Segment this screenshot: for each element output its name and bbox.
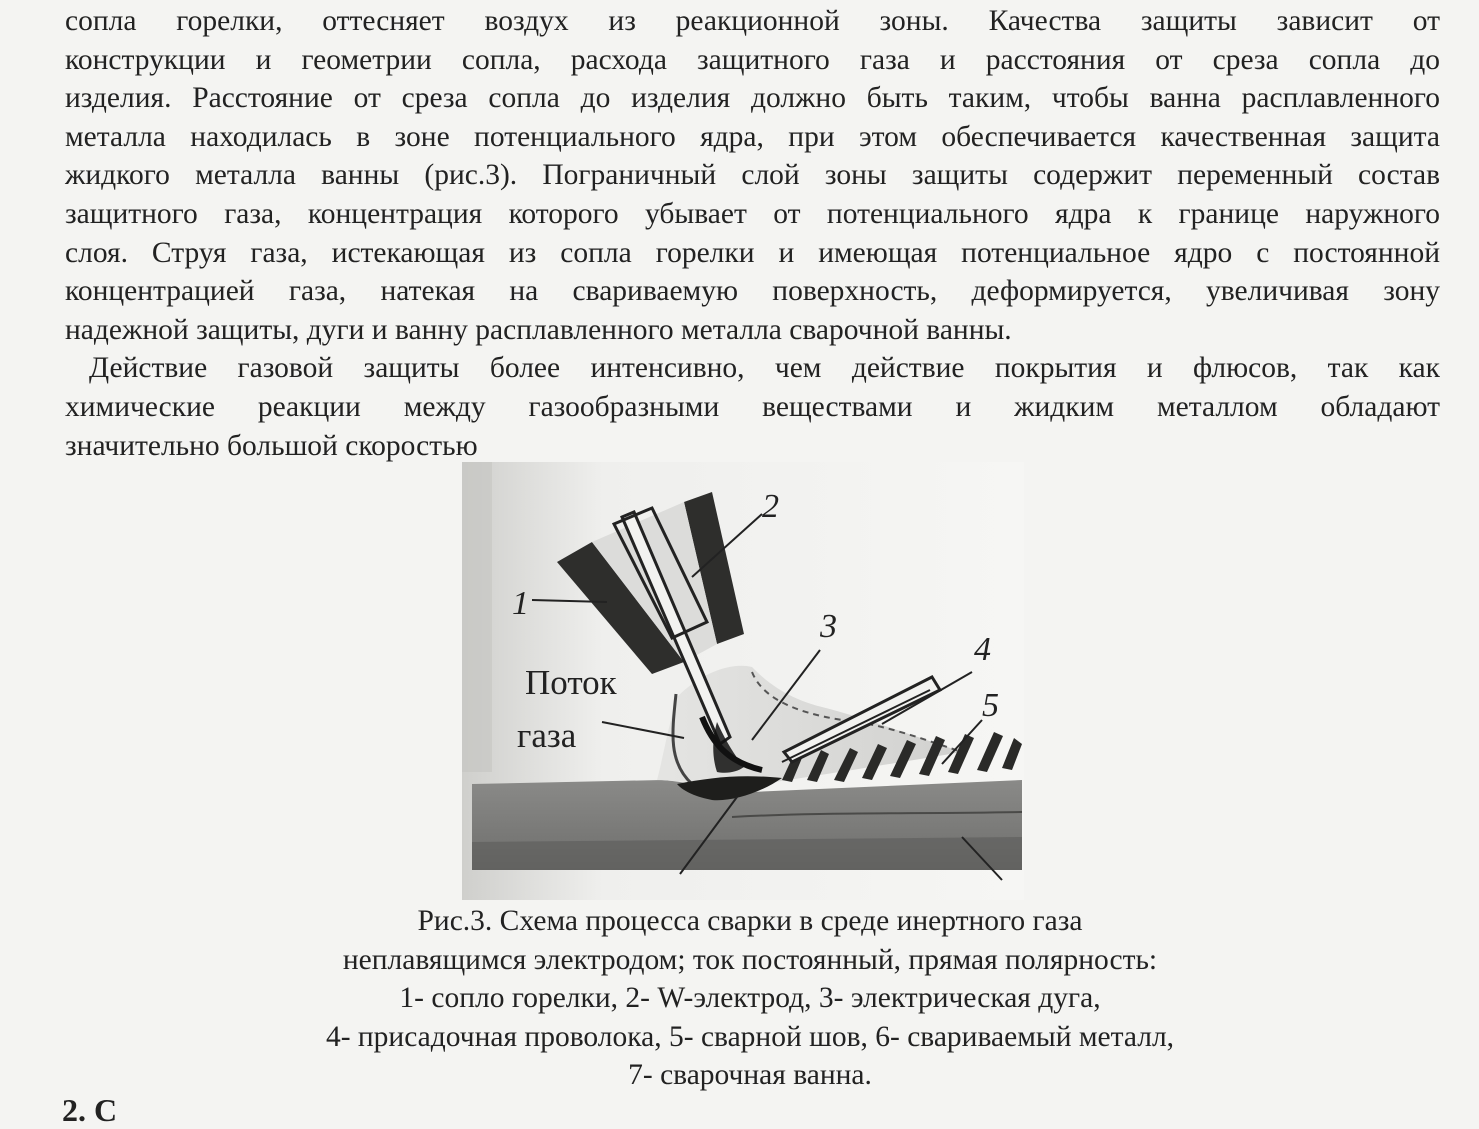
marker-1: 1 xyxy=(512,585,529,622)
caption-line: 4- присадочная проволока, 5- сварной шов, 6- свариваемый металл, xyxy=(325,1020,1175,1053)
marker-3: 3 xyxy=(820,608,837,645)
marker-5: 5 xyxy=(982,687,999,724)
body-text xyxy=(65,2,1440,465)
paragraph-1-line: металла находилась в зоне потенциального ядра, при этом обеспечивается качественная защита xyxy=(65,120,1440,153)
paragraph-1-line: конструкции и геометрии сопла, расхода защитного газа и расстояния от среза сопла до xyxy=(65,43,1440,76)
paragraph-2-line: значительно большой скоростью xyxy=(65,429,478,462)
gas-flow-label-line-2: газа xyxy=(517,716,577,755)
marker-4: 4 xyxy=(974,631,991,668)
caption-line: Рис.3. Схема процесса сварки в среде инертного газа xyxy=(417,905,1083,937)
paragraph-1-line: сопла горелки, оттесняет воздух из реакционной зоны. Качества защиты зависит от xyxy=(65,5,1440,37)
paragraph-2-line: Действие газовой защиты более интенсивно, чем действие покрытия и флюсов, так как xyxy=(89,352,1440,385)
next-section-heading: 2. С xyxy=(62,1092,118,1128)
caption-line: 7- сварочная ванна. xyxy=(628,1059,872,1092)
paragraph-1-line: изделия. Расстояние от среза сопла до изделия должно быть таким, чтобы ванна расплавленного xyxy=(65,82,1440,115)
marker-2: 2 xyxy=(762,488,779,525)
base-metal-dark-band xyxy=(472,837,1022,870)
paragraph-1-line: слоя. Струя газа, истекающая из сопла горелки и имеющая потенциальное ядро с постоянной xyxy=(65,236,1440,269)
caption-line: неплавящимся электродом; ток постоянный, прямая полярность: xyxy=(342,943,1158,976)
paragraph-1-line: надежной защиты, дуги и ванну расплавленного металла сварочной ванны. xyxy=(65,313,1012,346)
welding-diagram xyxy=(462,462,1024,900)
figure-left-edge xyxy=(462,462,492,772)
paragraph-1-line: защитного газа, концентрация которого убывает от потенциального ядра к границе наружного xyxy=(65,197,1440,230)
caption-line: 1- сопло горелки, 2- W-электрод, 3- электрическая дуга, xyxy=(399,982,1101,1015)
gas-flow-label-line-1: Поток xyxy=(525,663,617,702)
paragraph-1-line: жидкого металла ванны (рис.3). Пограничный слой зоны защиты содержит переменный состав xyxy=(65,159,1440,192)
paragraph-1-line: концентрацией газа, натекая на свариваемую поверхность, деформируется, увеличивая зону xyxy=(65,275,1440,308)
paragraph-2-line: химические реакции между газообразными веществами и жидким металлом обладают xyxy=(65,390,1440,423)
figure-caption xyxy=(240,902,1260,1095)
